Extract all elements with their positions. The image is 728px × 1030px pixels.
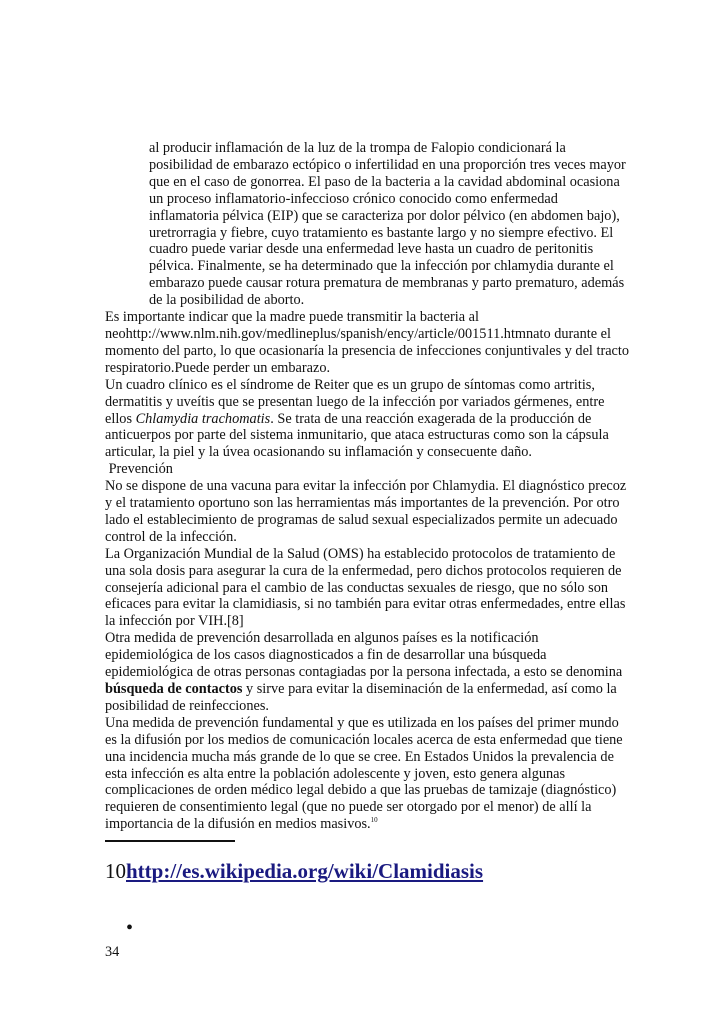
- footnote: [105, 858, 483, 884]
- reiter-text-end: . Se trata de una reacción exagerada de la producción de anticuerpos por parte del sistema inmunitario, que ataca estructuras como son la cápsula articular, la piel y la úvea ocasionando su inflamación y consecuente daño.: [105, 410, 609, 461]
- section-heading-prevencion: Prevención: [105, 461, 173, 478]
- notification-text-start: Otra medida de prevención desarrollada en algunos países es la notificación epidemiológica de los casos diagnosticados a fin de desarrollar una búsqueda epidemiológica de otras personas contagiadas por la persona infectada, a esto se denomina: [105, 630, 623, 681]
- footnote-number: 10: [105, 859, 126, 883]
- reiter-text-start: Un cuadro clínico es el síndrome de Reiter que es un grupo de síntomas como artritis, dermatitis y uveítis que se presentan luego de la infección por variados gérmenes, entre ellos: [105, 376, 605, 427]
- species-name: Chlamydia trachomatis: [135, 410, 271, 427]
- paragraph-media-diffusion: [105, 715, 630, 833]
- notification-text-end: y sirve para evitar la diseminación de la enfermedad, así como la posibilidad de reinfecciones.: [105, 681, 617, 714]
- body-text: [105, 140, 630, 833]
- indented-paragraph: al producir inflamación de la luz de la trompa de Falopio condicionará la posibilidad de embarazo ectópico o infertilidad en una proporción tres veces mayor que en el caso de gonorrea. El paso de la bacteria a la cavidad abdominal ocasiona un proceso inflamatorio-infeccioso crónico conocido como enfermedad inflamatoria pélvica (EIP) que se caracteriza por dolor pélvico (en abdomen bajo), uretrorragia y fiebre, cuyo tratamiento es bastante largo y no siempre efectivo. El cuadro puede variar desde una enfermedad leve hasta un cuadro de peritonitis pélvica. Finalmente, se ha determinado que la infección por chlamydia durante el embarazo puede causar rotura prematura de membranas y parto prematuro, además de la posibilidad de aborto.: [149, 140, 626, 309]
- paragraph-mother-transmission: Es importante indicar que la madre puede transmitir la bacteria al neohttp://www.nlm.nih.gov/medlineplus/spanish/ency/article/001511.htmnato durante el momento del parto, lo que ocasionaría la presencia de infecciones conjuntivales y del tracto respiratorio.Puede perder un embarazo.: [105, 309, 630, 376]
- paragraph-notification: [105, 630, 630, 715]
- footnote-separator: [105, 840, 235, 842]
- paragraph-reiter-syndrome: [105, 377, 630, 462]
- paragraph-no-vaccine: No se dispone de una vacuna para evitar la infección por Chlamydia. El diagnóstico precoz y el tratamiento oportuno son las herramientas más importantes de la prevención. Por otro lado el establecimiento de programas de salud sexual especializados permite un adecuado control de la infección.: [105, 478, 627, 545]
- paragraph-oms: La Organización Mundial de la Salud (OMS) ha establecido protocolos de tratamiento de una sola dosis para asegurar la cura de la enfermedad, pero dichos protocolos requieren de consejería adicional para el cambio de las conductas sexuales de riesgo, que no sólo son eficaces para evitar la clamidiasis, si no también para evitar otras enfermedades, entre ellas la infección por VIH.[8]: [105, 545, 626, 630]
- contact-search-term: búsqueda de contactos: [105, 681, 243, 697]
- footnote-link[interactable]: http://es.wikipedia.org/wiki/Clamidiasis: [126, 859, 484, 883]
- page-number: 34: [105, 944, 120, 960]
- bullet-marker: •: [126, 917, 134, 939]
- footnote-reference: 10: [370, 816, 378, 825]
- media-diffusion-text: Una medida de prevención fundamental y que es utilizada en los países del primer mundo es la difusión por los medios de comunicación locales acerca de esta enfermedad que tiene una incidencia mucha más grande de lo que se cree. En Estados Unidos la prevalencia de esta infección es alta entre la población adolescente y joven, esto genera algunas complicaciones de orden médico legal debido a que las pruebas de tamizaje (diagnóstico) requieren de consentimiento legal (que no puede ser otorgado por el menor) de allí la importancia de la difusión en medios masivos.: [105, 714, 623, 833]
